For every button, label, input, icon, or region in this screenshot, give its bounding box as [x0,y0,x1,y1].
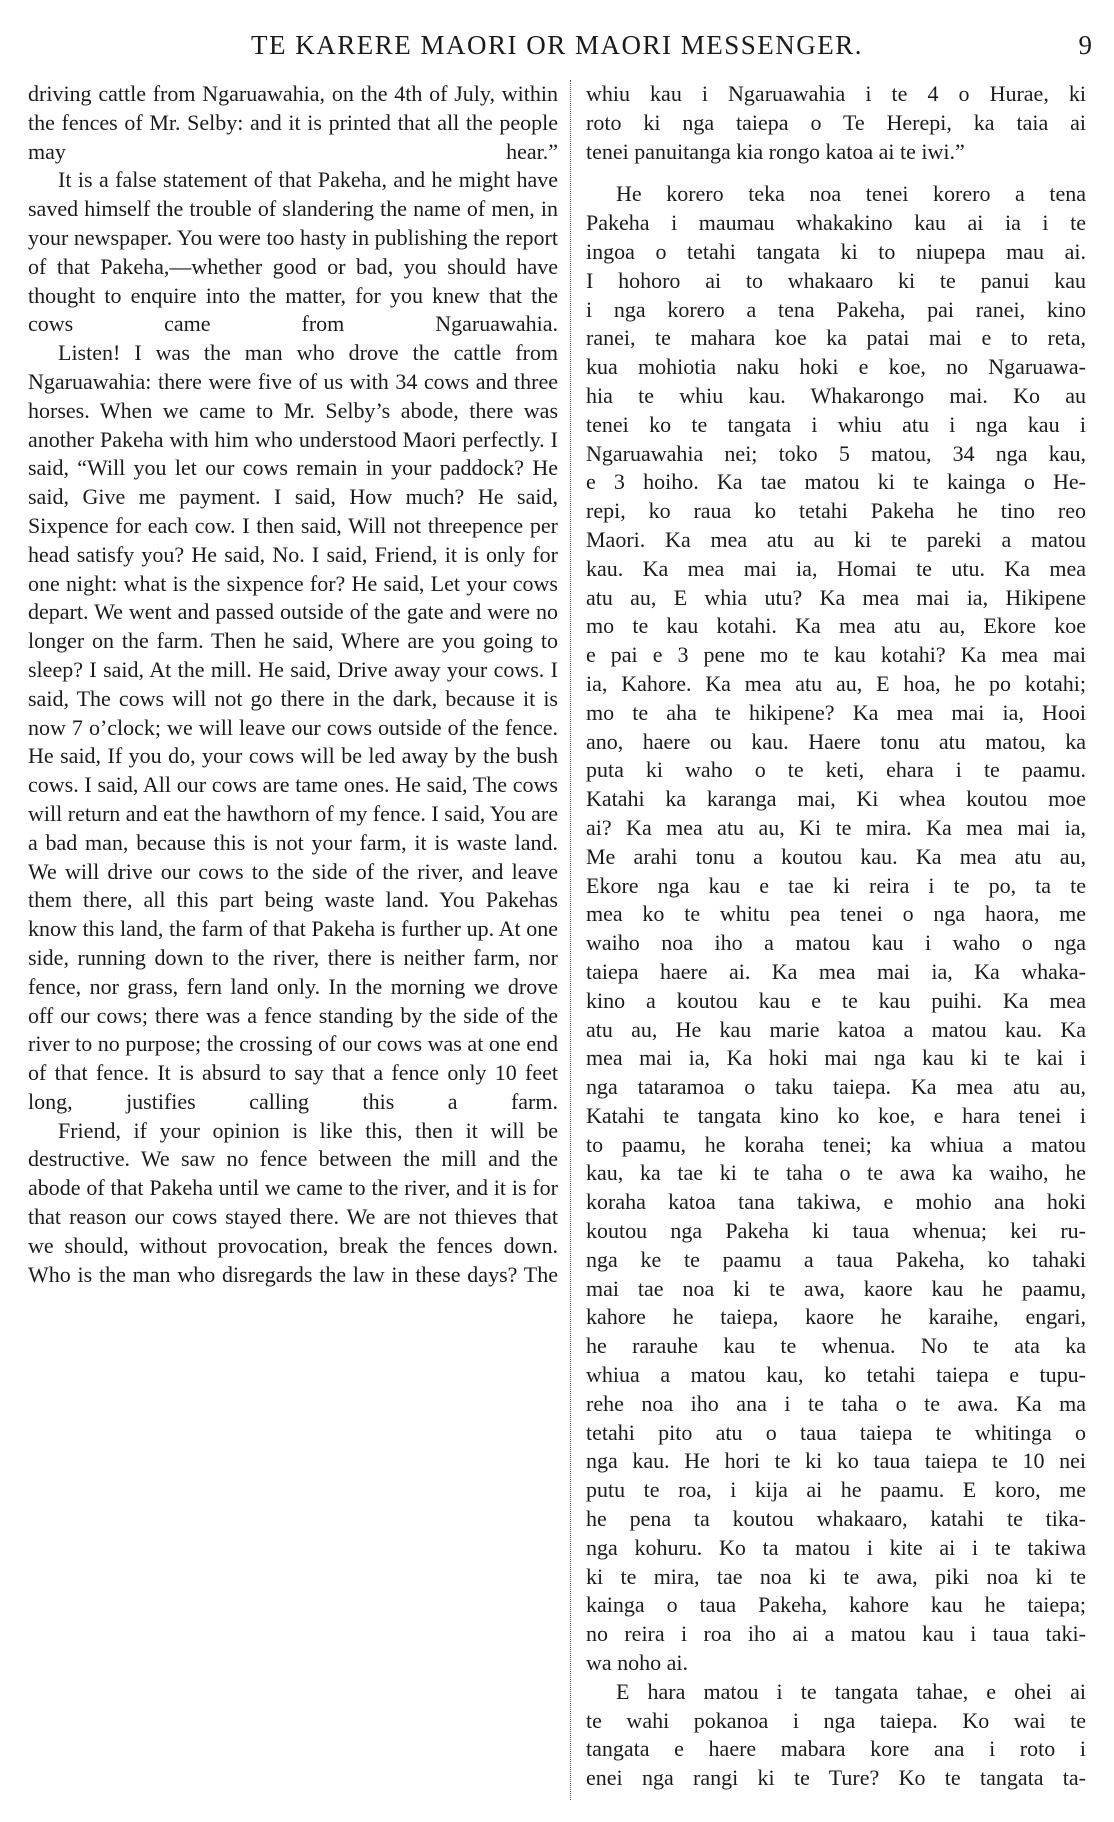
maori-line: ia, Kahore. Ka mea atu au, E hoa, he po kotahi; [586,670,1086,696]
maori-line: no reira i roa iho ai a matou kau i taua taki- [586,1621,1086,1647]
maori-line: He korero teka noa tenei korero a tena [616,181,1086,207]
maori-line: E hara matou i te tangata tahae, e ohei ai [616,1678,1086,1704]
maori-line: enei nga rangi ki te Ture? Ko te tangata ta- [586,1765,1086,1791]
maori-line: he pena ta koutou whakaaro, katahi te tika- [586,1506,1086,1532]
maori-line: whiu kau i Ngaruawahia i te 4 o Hurae, ki [586,81,1086,106]
maori-line: kino a koutou kau e te kau puihi. Ka mea [586,987,1086,1013]
maori-line: Ngaruawahia nei; toko 5 matou, 34 nga kau, [586,440,1086,466]
maori-line: ranei, te mahara koe ka patai mai e to reta, [586,325,1086,351]
maori-line: rehe noa iho ana i te taha o te awa. Ka ma [586,1390,1086,1416]
maori-line: tenei ko te tangata i whiu atu i nga kau i [586,411,1086,437]
english-column [28,80,558,1800]
maori-line: he rarauhe kau te whenua. No te ata ka [586,1333,1086,1359]
english-paragraph: It is a false statement of that Pakeha, and he might have saved himself the trouble of slandering the name of men, in your newspaper. You were too hasty in publishing the report of that Pakeha,—whether good or bad, you should have thought to enquire into the matter, for you knew that the cows came from Ngaruawahia. [28,167,558,337]
maori-line: i nga korero a tena Pakeha, pai ranei, kino [586,296,1086,322]
maori-line: ai? Ka mea atu au, Ki te mira. Ka mea mai ia, [586,814,1086,840]
maori-line: puta ki waho o te keti, ehara i te paamu. [586,757,1086,783]
maori-line: Ekore nga kau e tae ki reira i te po, ta te [586,872,1086,898]
maori-line: tangata e haere mabara kore ana i roto i [586,1736,1086,1762]
maori-line: kua mohiotia naku hoki e koe, no Ngaruawa- [586,354,1086,380]
page-number: 9 [1078,30,1092,60]
maori-line: mo te kau kotahi. Ka mea atu au, Ekore koe [586,613,1086,639]
maori-line: putu te roa, i kija ai he paamu. E koro, me [586,1477,1086,1503]
maori-line: atu au, He kau marie katoa a matou kau. Ka [586,1016,1086,1042]
maori-line: wa noho ai. [586,1650,689,1676]
maori-line: waiho noa iho a matou kau i waho o nga [586,930,1086,956]
maori-line: te wahi pokanoa i nga taiepa. Ko wai te [586,1707,1086,1733]
maori-line: nga kohuru. Ko ta matou i kite ai i te takiwa [586,1534,1086,1560]
maori-line: hia te whiu kau. Whakarongo mai. Ko au [586,382,1086,408]
maori-line: kau. Ka mea mai ia, Homai te utu. Ka mea [586,555,1086,581]
maori-line: Pakeha i maumau whakakino kau ai ia i te [586,210,1086,236]
maori-line: mai tae noa ki te awa, kaore kau he paamu, [586,1275,1086,1301]
maori-line: kainga o taua Pakeha, kahore kau he taiepa; [586,1592,1086,1618]
maori-line: Maori. Ka mea atu au ki te pareki a matou [586,526,1086,552]
maori-line: atu au, E whia utu? Ka mea mai ia, Hikipene [586,584,1086,610]
maori-line: ingoa o tetahi tangata ki to niupepa mau ai. [586,238,1086,264]
maori-line: Katahi te tangata kino ko koe, e hara tenei i [586,1102,1086,1128]
english-paragraph: driving cattle from Ngaruawahia, on the 4th of July, within the fences of Mr. Selby: and it is printed that all the people may hear.” [28,81,558,164]
maori-line: kau, ka tae ki te taha o te awa ka waiho, he [586,1160,1086,1186]
maori-line: tetahi pito atu o taua taiepa te whitinga o [586,1419,1086,1445]
maori-line: koraha katoa tana takiwa, e mohio ana hoki [586,1189,1086,1215]
maori-line: tenei panuitanga kia rongo katoa ai te iwi.” [586,138,965,164]
maori-line: ki te mira, tae noa ki te awa, piki noa ki te [586,1563,1086,1589]
column-divider [570,80,571,1800]
english-paragraph: Friend, if your opinion is like this, then it will be destructive. We saw no fence between the mill and the abode of that Pakeha until we came to the river, and it is for that reason our cows stayed there. We are not thieves that we should, without provocation, break the fences down. Who is the man who disregards the law in these days? The [28,1117,558,1287]
maori-line: mea mai ia, Ka hoki mai nga kau ki te kai i [586,1045,1086,1071]
maori-column [586,80,1086,1800]
maori-line: e pai e 3 pene mo te kau kotahi? Ka mea mai [586,642,1086,668]
english-paragraph: Listen! I was the man who drove the cattle from Ngaruawahia: there were five of us with 34 cows and three horses. When we came to Mr. Selby’s abode, there was another Pakeha with him who understood Maori perfectly. I said, “Will you let our cows remain in your paddock? He said, Give me payment. I said, How much? He said, Sixpence for each cow. I then said, Will not threepence per head satisfy you? He said, No. I said, Friend, it is only for one night: what is the sixpence for? He said, Let your cows depart. We went and passed outside of the gate and were no longer on the farm. Then he said, Where are you going to sleep? I said, At the mill. He said, Drive away your cows. I said, The cows will not go there in the dark, because it is now 7 o’clock; we will leave our cows outside of the fence. He said, If you do, your cows will be led away by the bush cows. I said, All our cows are tame ones. He said, The cows will return and eat the hawthorn of my fence. I said, You are a bad man, because this is not your farm, it is waste land. We will drive our cows to the side of the river, and leave them there, all this part being waste land. You Pakehas know this land, the farm of that Pakeha is further up. At one side, running down to the river, there is neither farm, nor fence, nor grass, fern land only. In the morning we drove off our cows; there was a fence standing by the side of the river to no purpose; the crossing of our cows was at one end of that fence. It is absurd to say that a fence only 10 feet long, justifies calling this a farm. [28,340,558,1114]
maori-line: to paamu, he koraha tenei; ka whiua a matou [586,1131,1086,1157]
maori-line: repi, ko raua ko tetahi Pakeha he tino reo [586,498,1086,524]
maori-line: kahore he taiepa, kaore he karaihe, engari, [586,1304,1086,1330]
maori-line: e 3 hoiho. Ka tae matou ki te kainga o He- [586,469,1086,495]
maori-line: nga kau. He hori te ki ko taua taiepa te 10 nei [586,1448,1086,1474]
maori-line: Me arahi tonu a koutou kau. Ka mea atu au, [586,843,1086,869]
maori-line: mo te aha te hikipene? Ka mea mai ia, Hooi [586,699,1086,725]
maori-line: mea ko te whitu pea tenei o nga haora, me [586,901,1086,927]
maori-line: nga tataramoa o taku taiepa. Ka mea atu au, [586,1074,1086,1100]
masthead-title: TE KARERE MAORI OR MAORI MESSENGER. [250,30,864,60]
maori-line: nga ke te paamu a taua Pakeha, ko tahaki [586,1246,1086,1272]
maori-line: ano, haere ou kau. Haere tonu atu matou, ka [586,728,1086,754]
page-header [22,28,1092,68]
maori-spacer [586,166,1086,180]
maori-line: Katahi ka karanga mai, Ki whea koutou moe [586,786,1086,812]
maori-line: koutou nga Pakeha ki taua whenua; kei ru- [586,1218,1086,1244]
maori-line: I hohoro ai to whakaaro ki te panui kau [586,267,1086,293]
maori-line: roto ki nga taiepa o Te Herepi, ka taia ai [586,109,1086,135]
maori-line: taiepa haere ai. Ka mea mai ia, Ka whaka- [586,958,1086,984]
maori-line: whiua a matou kau, ko tetahi taiepa e tupu- [586,1362,1086,1388]
